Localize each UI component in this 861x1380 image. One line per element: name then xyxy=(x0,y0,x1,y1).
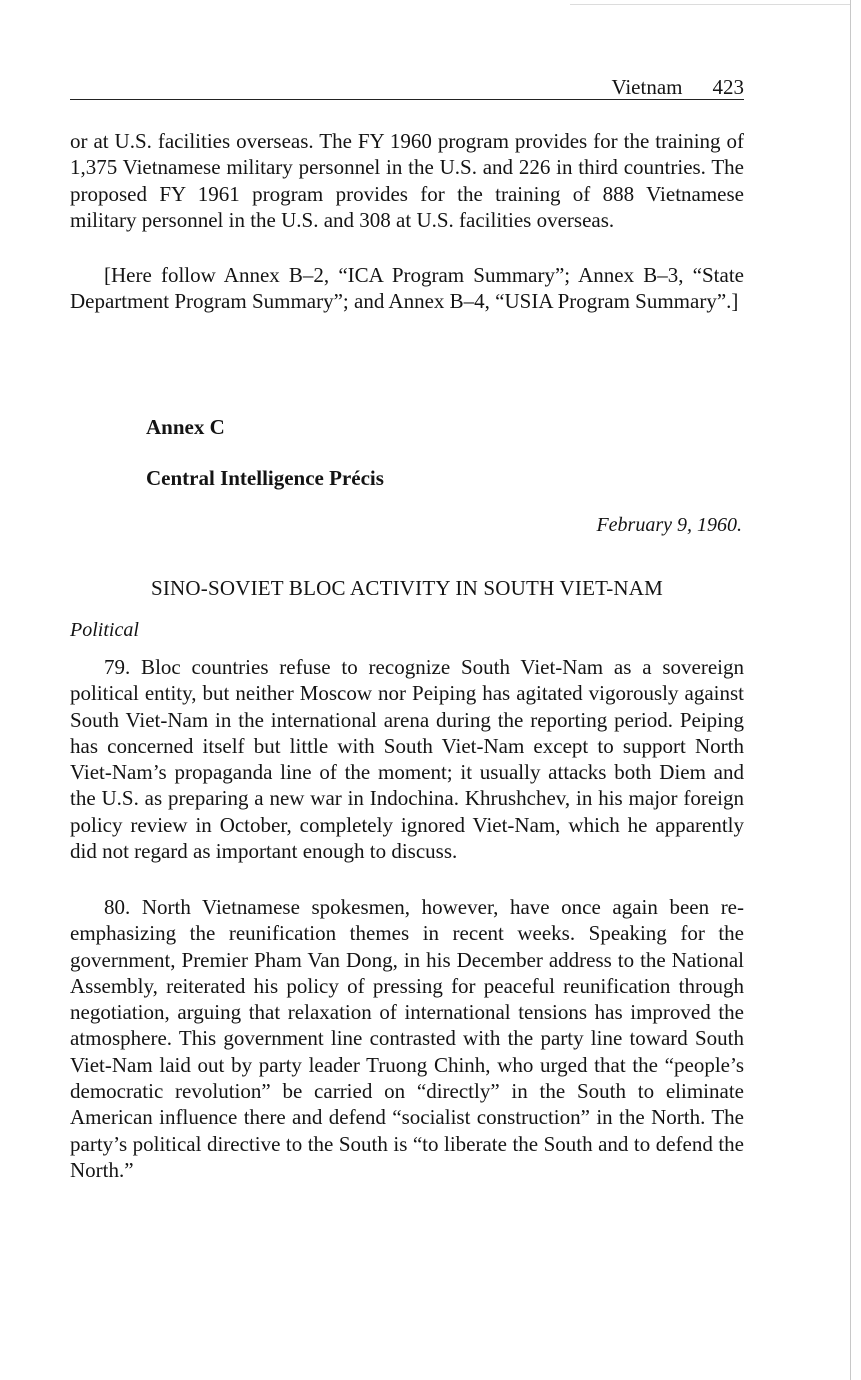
subheading-political: Political xyxy=(70,619,139,641)
document-date: February 9, 1960. xyxy=(596,514,742,536)
page-number: 423 xyxy=(712,75,744,99)
paragraph-79: 79. Bloc countries refuse to recognize South Viet-Nam as a sovereign political entity, but neither Moscow nor Peiping has agitated vigorously against South Viet-Nam in the international arena during the reporting period. Peiping has concerned itself but little with South Viet-Nam except to support North Viet-Nam’s propaganda line of the moment; it usually attacks both Diem and the U.S. as preparing a new war in Indochina. Khrushchev, in his major foreign policy review in October, completely ignored Viet-Nam, which he apparently did not regard as important enough to discuss. xyxy=(70,655,744,864)
paragraph-80: 80. North Vietnamese spokesmen, however, have once again been re-emphasizing the reunification themes in recent weeks. Speaking for the government, Premier Pham Van Dong, in his December address to the National Assembly, reiterated his policy of pressing for peaceful reunification through negotiation, arguing that relaxation of international tensions has improved the atmosphere. This government line contrasted with the party line toward South Viet-Nam laid out by party leader Truong Chinh, who urged that the “people’s democratic revolution” be carried on “directly” in the South to eliminate American influence there and defend “socialist construction” in the North. The party’s political directive to the South is “to liberate the South and to defend the North.” xyxy=(70,895,744,1182)
section-heading: SINO-SOVIET BLOC ACTIVITY IN SOUTH VIET-NAM xyxy=(150,576,663,600)
annex-title: Central Intelligence Précis xyxy=(146,466,384,490)
running-head-section: Vietnam xyxy=(611,75,683,99)
page-edge-line xyxy=(850,0,851,1380)
document-page xyxy=(70,0,744,1380)
continuation-paragraph: or at U.S. facilities overseas. The FY 1960 program provides for the training of 1,375 Vietnamese military personnel in the U.S. and 226 in third countries. The proposed FY 1961 program provides for the training of 888 Vietnamese military personnel in the U.S. and 308 at U.S. facilities overseas. xyxy=(70,129,744,232)
editorial-note-paragraph: [Here follow Annex B–2, “ICA Program Summary”; Annex B–3, “State Department Program Summary”; and Annex B–4, “USIA Program Summary”.] xyxy=(70,263,744,314)
running-head xyxy=(611,74,744,100)
header-rule xyxy=(70,99,744,100)
annex-label: Annex C xyxy=(146,415,225,439)
